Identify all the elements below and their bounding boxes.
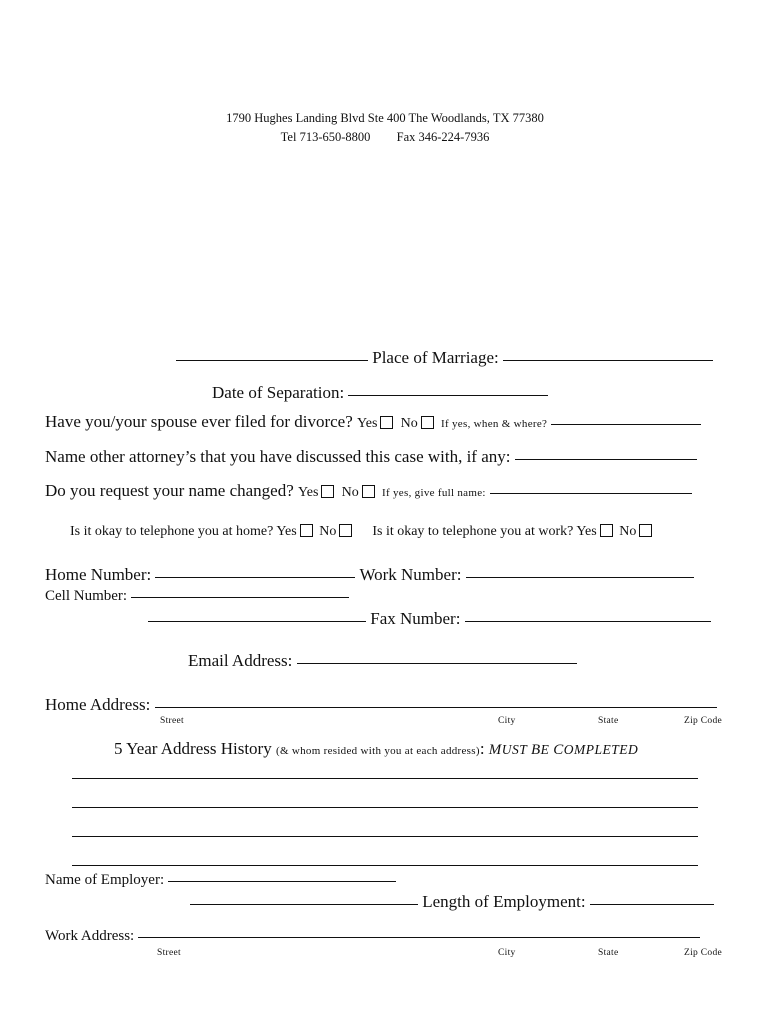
divorce-when-where-field[interactable] <box>551 424 701 425</box>
attorneys-question: Name other attorney’s that you have discussed this case with, if any: <box>45 447 511 466</box>
cell-number-field[interactable] <box>131 597 349 598</box>
firm-address <box>0 111 770 126</box>
name-change-followup-label: If yes, give full name: <box>382 487 486 499</box>
work-address-city-caption: City <box>498 948 516 958</box>
name-change-no-label: No <box>341 485 359 500</box>
telephone-home-yes-label: Yes <box>276 524 297 539</box>
employer-row <box>45 872 396 889</box>
telephone-home-no-checkbox[interactable] <box>339 524 352 537</box>
telephone-home-no-label: No <box>319 524 337 539</box>
home-address-label: Home Address: <box>45 695 151 714</box>
work-address-zip-caption: Zip Code <box>684 948 723 958</box>
divorce-question: Have you/your spouse ever filed for divorce? <box>45 412 353 431</box>
address-history-line-2[interactable] <box>72 807 698 808</box>
telephone-work-yes-checkbox[interactable] <box>600 524 613 537</box>
marriage-row <box>176 348 713 368</box>
divorce-no-checkbox[interactable] <box>421 416 434 429</box>
phone-row-3 <box>148 609 711 629</box>
firm-street-address: 1790 Hughes Landing Blvd Ste 400 The Woodlands, TX 77380 <box>226 111 544 125</box>
employer-name-field[interactable] <box>168 881 396 882</box>
employment-length-field[interactable] <box>590 904 714 905</box>
phone-row-1 <box>45 565 694 585</box>
work-number-field[interactable] <box>466 577 694 578</box>
telephone-work-yes-label: Yes <box>576 524 597 539</box>
place-of-marriage-field[interactable] <box>503 360 713 361</box>
must-be-completed: MUST BE COMPLETED <box>488 742 639 758</box>
work-address-row <box>45 928 700 945</box>
divorce-yes-checkbox[interactable] <box>380 416 393 429</box>
name-change-no-checkbox[interactable] <box>362 485 375 498</box>
work-number-label: Work Number: <box>359 565 462 584</box>
phone-row-2 <box>45 588 349 605</box>
home-address-row <box>45 695 717 715</box>
home-number-field[interactable] <box>155 577 355 578</box>
divorce-no-label: No <box>400 416 418 431</box>
other-number-field[interactable] <box>148 621 366 622</box>
date-of-separation-field[interactable] <box>348 395 548 396</box>
place-of-marriage-label: Place of Marriage: <box>372 348 499 367</box>
marriage-date-field[interactable] <box>176 360 368 361</box>
address-history-title: 5 Year Address History <box>114 739 272 758</box>
address-history-note: (& whom resided with you at each address) <box>275 745 480 757</box>
separation-row <box>212 383 548 403</box>
address-history-colon: : <box>479 739 485 758</box>
employer-name-continuation-field[interactable] <box>190 904 418 905</box>
telephone-work-question: Is it okay to telephone you at work? <box>372 524 574 539</box>
work-address-field[interactable] <box>138 937 700 938</box>
home-address-state-caption: State <box>598 716 619 726</box>
divorce-followup-label: If yes, when & where? <box>441 418 548 430</box>
telephone-home-yes-checkbox[interactable] <box>300 524 313 537</box>
employment-length-label: Length of Employment: <box>422 892 586 911</box>
telephone-home-question: Is it okay to telephone you at home? <box>70 524 274 539</box>
divorce-yes-label: Yes <box>357 416 378 431</box>
home-address-zip-caption: Zip Code <box>684 716 723 726</box>
employment-length-row <box>190 892 714 912</box>
telephone-work-no-label: No <box>619 524 637 539</box>
address-history-line-4[interactable] <box>72 865 698 866</box>
home-number-label: Home Number: <box>45 565 152 584</box>
attorneys-row <box>45 447 697 467</box>
date-of-separation-label: Date of Separation: <box>212 383 345 402</box>
firm-fax: Fax 346-224-7936 <box>396 130 490 144</box>
address-history-heading <box>114 739 638 759</box>
divorce-row <box>45 412 701 432</box>
name-change-question: Do you request your name changed? <box>45 481 294 500</box>
firm-contact <box>0 130 770 145</box>
email-row <box>188 651 577 671</box>
telephone-work-no-checkbox[interactable] <box>639 524 652 537</box>
email-field[interactable] <box>297 663 577 664</box>
home-address-street-caption: Street <box>160 716 184 726</box>
name-change-yes-checkbox[interactable] <box>321 485 334 498</box>
fax-number-field[interactable] <box>465 621 711 622</box>
fax-number-label: Fax Number: <box>370 609 461 628</box>
cell-number-label: Cell Number: <box>45 588 128 604</box>
employer-name-label: Name of Employer: <box>45 872 165 888</box>
attorneys-field[interactable] <box>515 459 697 460</box>
work-address-label: Work Address: <box>45 928 135 944</box>
full-name-field[interactable] <box>490 493 692 494</box>
work-address-street-caption: Street <box>157 948 181 958</box>
work-address-state-caption: State <box>598 948 619 958</box>
address-history-line-1[interactable] <box>72 778 698 779</box>
address-history-line-3[interactable] <box>72 836 698 837</box>
firm-tel: Tel 713-650-8800 <box>280 130 371 144</box>
name-change-row <box>45 481 692 501</box>
email-label: Email Address: <box>188 651 293 670</box>
telephone-row <box>70 524 655 540</box>
name-change-yes-label: Yes <box>298 485 319 500</box>
home-address-city-caption: City <box>498 716 516 726</box>
home-address-field[interactable] <box>155 707 717 708</box>
